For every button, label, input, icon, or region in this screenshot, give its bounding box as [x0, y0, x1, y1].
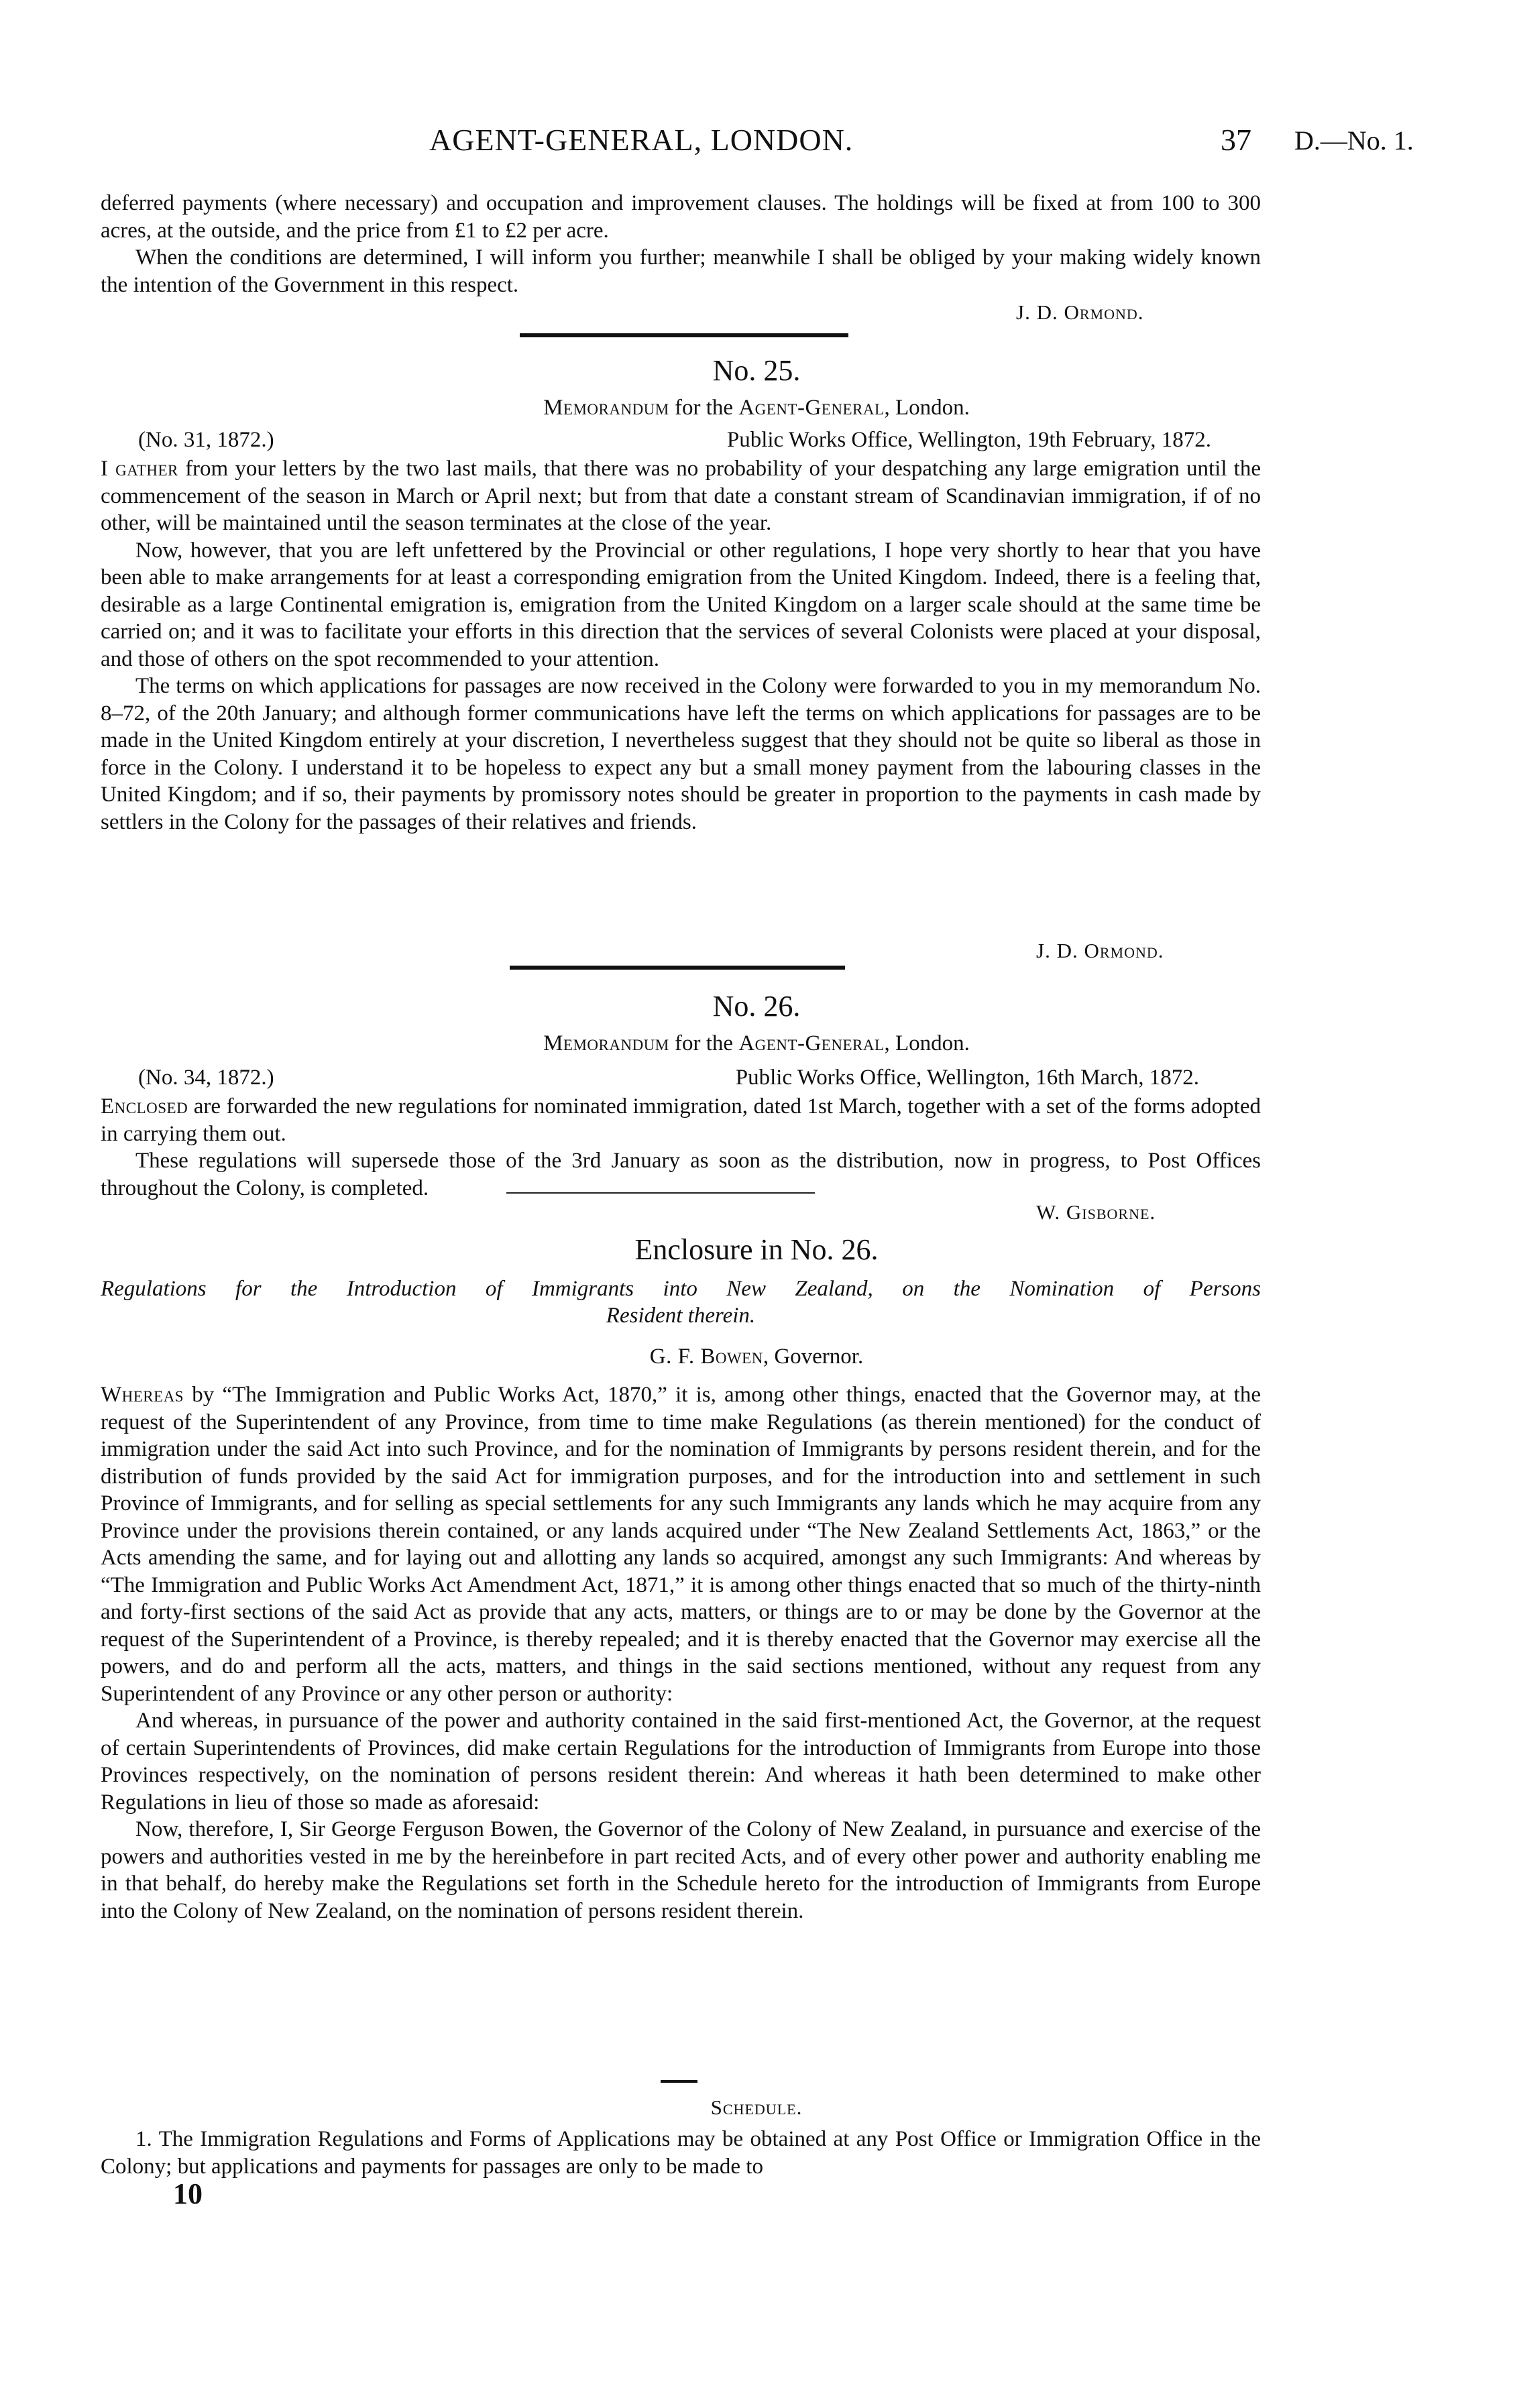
enclosure-heading: Enclosure in No. 26. — [634, 1233, 879, 1266]
section-divider — [520, 333, 848, 337]
paragraph: These regulations will supersede those of the 3rd January as soon as the distribution, now in progress, to Post Offices throughout the Colony, is completed. — [101, 1149, 1261, 1200]
section-heading-no-25: No. 25. — [712, 354, 801, 387]
signature-mark: 10 — [173, 2177, 203, 2210]
paragraph-text: are forwarded the new regulations for nominated immigration, dated 1st March, together with a set of the forms adopted in carrying them out. — [101, 1094, 1261, 1146]
memo-location: , London. — [884, 396, 970, 420]
memo-ref-number: (No. 34, 1872.) — [138, 1066, 274, 1090]
section-divider — [510, 966, 845, 970]
memo-recipient: Agent-General — [738, 396, 885, 420]
subtitle-line: Resident therein. — [606, 1304, 756, 1328]
governor-title: , Governor. — [763, 1344, 864, 1369]
memo-body — [101, 455, 1261, 836]
memo-place-date: Public Works Office, Wellington, 16th March, 1872. — [735, 1066, 1199, 1090]
memo-label: Memorandum — [543, 1031, 669, 1055]
signature: W. Gisborne. — [1036, 1200, 1156, 1224]
governor-line — [0, 1344, 1513, 1369]
memo-location: , London. — [884, 1031, 970, 1055]
enclosure-body — [101, 1381, 1261, 1925]
memo-ref-number: (No. 31, 1872.) — [138, 428, 274, 452]
memo-place-date: Public Works Office, Wellington, 19th February, 1872. — [726, 428, 1211, 452]
subtitle-line: Regulations for the Introduction of Immigrants into New Zealand, on the Nomination of Persons — [101, 1277, 1261, 1301]
paragraph: Now, therefore, I, Sir George Ferguson Bowen, the Governor of the Colony of New Zealand, in pursuance and exercise of the powers and authorities vested in me by the hereinbefore in part recited Acts, and of every other power and authority enabling me in that behalf, do hereby make the Regulations set forth in the Schedule hereto for the introduction of Immigrants from Europe into the Colony of New Zealand, on the nomination of persons resident therein. — [101, 1817, 1261, 1923]
memo-for: for the — [675, 1031, 734, 1055]
paragraph: And whereas, in pursuance of the power and authority contained in the said first-mentioned Act, the Governor, at the request of certain Superintendents of Provinces, did make certain Regulations for the introduction of Immigrants from Europe into those Provinces respectively, on the nomination of persons resident therein: And whereas it hath been determined to make other Regulations in lieu of those so made as aforesaid: — [101, 1709, 1261, 1815]
signature: J. D. Ormond. — [1036, 939, 1164, 962]
document-reference: D.—No. 1. — [1294, 125, 1414, 156]
lead-word: Enclosed — [101, 1094, 188, 1119]
paragraph-text: by “The Immigration and Public Works Act, 1870,” it is, among other things, enacted that the Governor may, at the request of the Superintendent of any Province, from time to time make Regulations (as therein mentioned) for the conduct of immigration under the said Act into such Province, and for the nomination of Immigrants by persons resident therein, and for the distribution of funds provided by the said Act for immigration purposes, and for the introduction into and settlement in such Province of Immigrants, and for selling as special settlements for any such Immigrants any lands which he may acquire from any Province under the provisions therein contained, or any lands acquired under “The New Zealand Settlements Act, 1863,” or the Acts amending the same, and for laying out and allotting any lands so acquired, amongst any such Immigrants: And whereas by “The Immigration and Public Works Act Amendment Act, 1871,” it is among other things enacted that so much of the thirty-ninth and forty-first sections of the said Act as provide that any acts, matters, or things are to or may be done by the Governor at the request of the Superintendent of a Province, is thereby repealed; and it is thereby enacted that the Governor may exercise all the powers, and do and perform all the acts, matters, and things in the said sections mentioned, without any request from any Superintendent of any Province or any other person or authority: — [101, 1383, 1261, 1706]
schedule-divider — [661, 2080, 697, 2083]
signature: J. D. Ormond. — [1016, 300, 1144, 324]
section-heading-no-26: No. 26. — [712, 990, 801, 1023]
memo-for: for the — [675, 396, 734, 420]
paragraph: The terms on which applications for passages are now received in the Colony were forwarded to you in my memorandum No. 8–72, of the 20th January; and although former communications have left the terms on which applications for passages are to be made in the United Kingdom entirely at your discretion, I nevertheless suggest that they should not be quite so liberal as those in force in the Colony. I understand it to be hopeless to expect any but a small money payment from the labouring classes in the United Kingdom; and if so, their payments by promissory notes should be greater in proportion to the payments in cash made by settlers in the Colony for the passages of their relatives and friends. — [101, 674, 1261, 834]
paragraph: When the conditions are determined, I will inform you further; meanwhile I shall be obliged by your making widely known the intention of the Government in this respect. — [101, 245, 1261, 297]
lead-word: Whereas — [101, 1383, 184, 1407]
governor-name: G. F. Bowen — [649, 1344, 763, 1369]
memo-recipient: Agent-General — [738, 1031, 885, 1055]
paragraph — [101, 1093, 1261, 1147]
reference-line — [101, 1066, 1261, 1090]
paragraph — [101, 455, 1261, 537]
memo-body — [101, 1093, 1261, 1202]
page-number: 37 — [1221, 123, 1251, 157]
lead-word: I gather — [101, 457, 178, 481]
enclosure-subtitle — [101, 1275, 1261, 1329]
section-divider — [506, 1192, 815, 1194]
memorandum-line — [0, 1031, 1513, 1056]
memo-label: Memorandum — [543, 396, 669, 420]
memorandum-line — [0, 396, 1513, 420]
paragraph-text: from your letters by the two last mails, that there was no probability of your despatching any large emigration until the commencement of the season in March or April next; but from that date a constant stream of Scandinavian immigration, if of no other, will be maintained until the season terminates at the close of the year. — [101, 457, 1261, 535]
paragraph: Now, however, that you are left unfettered by the Provincial or other regulations, I hope very shortly to hear that you have been able to make arrangements for at least a corresponding emigration from the United Kingdom. Indeed, there is a feeling that, desirable as a large Continental emigration is, emigration from the United Kingdom on a larger scale should at the same time be carried on; and it was to facilitate your efforts in this direction that the services of several Colonists were placed at your disposal, and those of others on the spot recommended to your attention. — [101, 538, 1261, 671]
continuation-paragraph — [101, 190, 1261, 298]
paragraph: deferred payments (where necessary) and occupation and improvement clauses. The holdings will be fixed at from 100 to 300 acres, at the outside, and the price from £1 to £2 per acre. — [101, 191, 1261, 243]
schedule-heading: Schedule. — [710, 2096, 803, 2119]
reference-line — [101, 428, 1261, 453]
schedule-item: 1. The Immigration Regulations and Forms of Applications may be obtained at any Post Office or Immigration Office in the Colony; but applications and payments for passages are only to be made to — [101, 2127, 1261, 2179]
paragraph — [101, 1381, 1261, 1707]
running-header-title: AGENT-GENERAL, LONDON. — [429, 123, 854, 157]
